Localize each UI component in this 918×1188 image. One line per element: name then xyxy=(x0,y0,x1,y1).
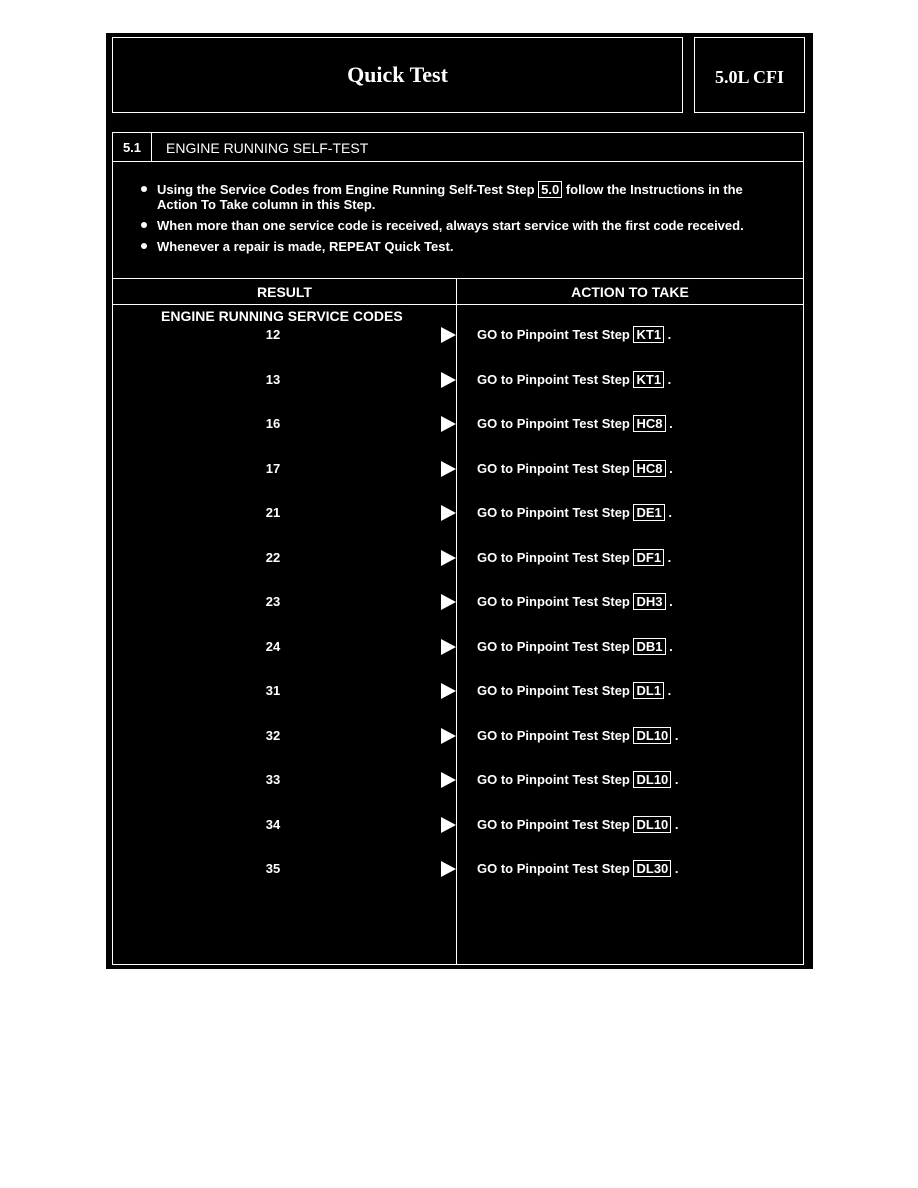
service-code: 32 xyxy=(265,727,281,743)
pinpoint-step-reference: DL10 xyxy=(633,771,671,788)
pinpoint-step-reference: DL10 xyxy=(633,727,671,744)
instruction-text: Whenever a repair is made, REPEAT Quick Test. xyxy=(157,239,454,254)
service-code: 24 xyxy=(265,638,281,654)
action-text xyxy=(477,637,673,657)
step-reference: 5.0 xyxy=(538,181,562,198)
service-code: 35 xyxy=(265,861,281,876)
period: . xyxy=(665,594,673,609)
instruction-item xyxy=(139,218,775,233)
arrow-right-icon xyxy=(441,372,456,388)
table-row xyxy=(113,770,803,790)
title-box xyxy=(112,37,683,113)
arrow-right-icon xyxy=(441,505,456,521)
arrow-right-icon xyxy=(441,639,456,655)
action-prefix: GO to Pinpoint Test Step xyxy=(477,727,634,743)
instruction-text: follow the Instructions in the Action To Take column in this Step. xyxy=(157,182,743,212)
pinpoint-step-reference: DB1 xyxy=(633,638,665,655)
action-text xyxy=(477,815,679,835)
service-code: 13 xyxy=(265,371,281,387)
action-text xyxy=(477,459,673,479)
action-text xyxy=(477,548,671,568)
pinpoint-step-reference: HC8 xyxy=(633,415,665,432)
pinpoint-step-reference: KT1 xyxy=(633,371,664,388)
action-prefix: GO to Pinpoint Test Step xyxy=(477,327,634,342)
instructions xyxy=(113,162,803,279)
service-code: 17 xyxy=(265,460,281,476)
engine-variant-box xyxy=(694,37,805,113)
action-prefix: GO to Pinpoint Test Step xyxy=(477,460,634,476)
step-title: ENGINE RUNNING SELF-TEST xyxy=(166,140,369,156)
pinpoint-step-reference: DL1 xyxy=(633,682,664,699)
action-text xyxy=(477,370,671,390)
table-row xyxy=(113,592,803,612)
action-prefix: GO to Pinpoint Test Step xyxy=(477,416,634,431)
page-title: Quick Test xyxy=(347,62,448,87)
period: . xyxy=(665,638,673,654)
pinpoint-step-reference: DL10 xyxy=(633,816,671,833)
table-row xyxy=(113,325,803,345)
instruction-list xyxy=(139,182,775,260)
table-row xyxy=(113,859,803,879)
service-code: 22 xyxy=(265,549,281,565)
bullet-icon xyxy=(141,243,147,249)
action-prefix: GO to Pinpoint Test Step xyxy=(477,549,634,565)
arrow-right-icon xyxy=(441,416,456,432)
service-code: 31 xyxy=(265,683,281,698)
engine-variant: 5.0L CFI xyxy=(714,67,784,87)
pinpoint-step-reference: DE1 xyxy=(633,504,664,521)
arrow-right-icon xyxy=(441,772,456,788)
step-header xyxy=(113,133,803,162)
service-codes-heading: ENGINE RUNNING SERVICE CODES xyxy=(161,308,403,324)
service-code: 34 xyxy=(265,816,281,832)
action-prefix: GO to Pinpoint Test Step xyxy=(477,772,634,787)
instruction-item xyxy=(139,239,775,254)
action-prefix: GO to Pinpoint Test Step xyxy=(477,638,634,654)
arrow-right-icon xyxy=(441,327,456,343)
action-text xyxy=(477,414,673,434)
period: . xyxy=(671,772,679,787)
action-text xyxy=(477,325,671,345)
table-row xyxy=(113,637,803,657)
action-prefix: GO to Pinpoint Test Step xyxy=(477,816,634,832)
pinpoint-step-reference: KT1 xyxy=(633,326,664,343)
pinpoint-step-reference: DF1 xyxy=(633,549,664,566)
pinpoint-step-reference: DL30 xyxy=(633,860,671,877)
table-row xyxy=(113,414,803,434)
period: . xyxy=(665,460,673,476)
period: . xyxy=(665,416,673,431)
arrow-right-icon xyxy=(441,550,456,566)
service-code: 21 xyxy=(265,505,281,520)
instruction-text: When more than one service code is received, always start service with the first code received. xyxy=(157,218,744,233)
step-number: 5.1 xyxy=(113,133,152,161)
action-text xyxy=(477,681,671,701)
arrow-right-icon xyxy=(441,594,456,610)
action-text xyxy=(477,859,679,879)
arrow-right-icon xyxy=(441,817,456,833)
arrow-right-icon xyxy=(441,861,456,877)
bullet-icon xyxy=(141,222,147,228)
period: . xyxy=(664,549,672,565)
action-prefix: GO to Pinpoint Test Step xyxy=(477,505,634,520)
action-prefix: GO to Pinpoint Test Step xyxy=(477,594,634,609)
service-code: 16 xyxy=(265,416,281,431)
action-text xyxy=(477,503,672,523)
arrow-right-icon xyxy=(441,461,456,477)
instruction-item xyxy=(139,182,775,212)
period: . xyxy=(664,327,672,342)
bullet-icon xyxy=(141,186,147,192)
table-row xyxy=(113,815,803,835)
action-text xyxy=(477,770,679,790)
action-prefix: GO to Pinpoint Test Step xyxy=(477,683,634,698)
table-header-row xyxy=(113,279,803,305)
table-row xyxy=(113,726,803,746)
service-code: 23 xyxy=(265,594,281,609)
period: . xyxy=(664,683,672,698)
pinpoint-step-reference: HC8 xyxy=(633,460,665,477)
instruction-text: Using the Service Codes from Engine Running Self-Test Step xyxy=(157,182,539,197)
result-action-table xyxy=(113,279,803,964)
table-row xyxy=(113,548,803,568)
table-row xyxy=(113,503,803,523)
table-row xyxy=(113,681,803,701)
action-text xyxy=(477,726,679,746)
action-column-header: ACTION TO TAKE xyxy=(571,284,689,300)
service-code: 33 xyxy=(265,772,281,787)
arrow-right-icon xyxy=(441,683,456,699)
action-text xyxy=(477,592,673,612)
table-row xyxy=(113,459,803,479)
table-row xyxy=(113,370,803,390)
period: . xyxy=(671,727,679,743)
pinpoint-step-reference: DH3 xyxy=(633,593,665,610)
service-code: 12 xyxy=(265,327,281,342)
action-prefix: GO to Pinpoint Test Step xyxy=(477,861,634,876)
action-prefix: GO to Pinpoint Test Step xyxy=(477,371,634,387)
period: . xyxy=(671,861,679,876)
period: . xyxy=(664,371,672,387)
period: . xyxy=(671,816,679,832)
step-panel xyxy=(112,132,804,965)
quick-test-sheet xyxy=(106,33,813,969)
result-column-header: RESULT xyxy=(257,284,312,300)
period: . xyxy=(664,505,673,520)
arrow-right-icon xyxy=(441,728,456,744)
